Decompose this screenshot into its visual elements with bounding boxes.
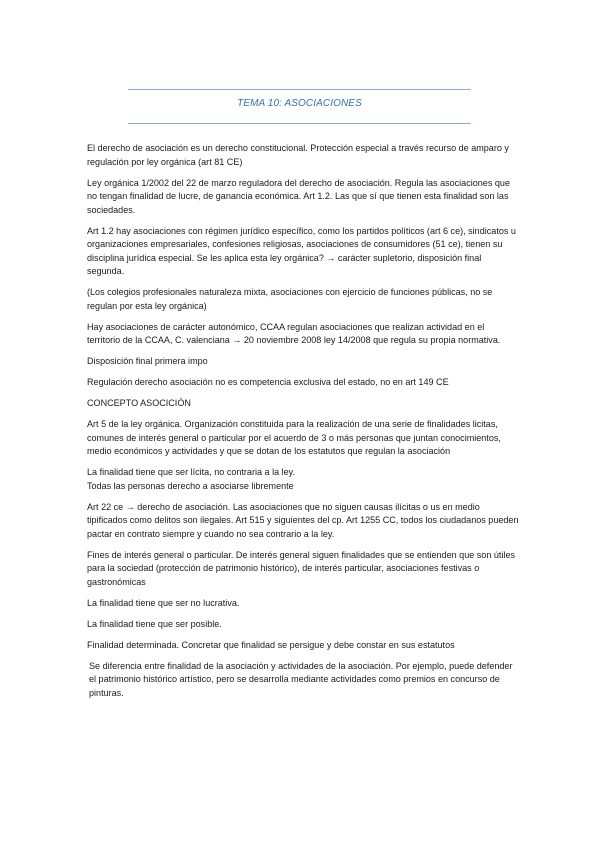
- paragraph: Hay asociaciones de carácter autonómico, CCAA regulan asociaciones que realizan actividad en el territorio de la CCAA, C. valenciana → 20 noviembre 2008 ley 14/2008 que regula su propia normativa.: [87, 321, 501, 345]
- title-bottom-rule: [128, 123, 471, 124]
- paragraph: La finalidad tiene que ser posible.: [87, 618, 222, 629]
- paragraph: Art 5 de la ley orgánica. Organización constituida para la realización de una serie de finalidades licitas, comunes de interés general o particular por el acuerdo de 3 o más personas que juntan conocimientos, medio económicos y actividades y que se dotan de los estatutos que regulan la asociación: [87, 419, 501, 456]
- page-title: TEMA 10: ASOCIACIONES: [237, 98, 362, 109]
- paragraph: Disposición final primera impo: [87, 356, 208, 366]
- title-top-rule: [128, 89, 471, 90]
- paragraph: Finalidad determinada. Concretar que finalidad se persigue y debe constar en sus estatutos: [87, 639, 455, 650]
- document-body: [87, 142, 519, 708]
- paragraph: Ley orgánica 1/2002 del 22 de marzo reguladora del derecho de asociación. Regula las asociaciones que no tengan finalidad de lucre, de ganancia económica. Art 1.2. Las que sí que tienen esta finalidad son las sociedades.: [87, 177, 510, 215]
- paragraph: Se diferencia entre finalidad de la asociación y actividades de la asociación. Por ejemplo, puede defender el patrimonio histórico artístico, pero se desarrolla mediante actividades como premios en concurso de pinturas.: [89, 660, 513, 698]
- paragraph: La finalidad tiene que ser lícita, no contraria a la ley. Todas las personas derecho a asociarse libremente: [87, 467, 296, 491]
- paragraph: Regulación derecho asociación no es competencia exclusiva del estado, no en art 149 CE: [87, 377, 449, 387]
- paragraph: La finalidad tiene que ser no lucrativa.: [87, 597, 240, 608]
- paragraph: Fines de interés general o particular. De interés general siguen finalidades que se entienden que son útiles para la sociedad (protección de patrimonio histórico), de interés particular, asociaciones festivas o gastronómicas: [87, 549, 515, 587]
- paragraph: El derecho de asociación es un derecho constitucional. Protección especial a través recurso de amparo y regulación por ley orgánica (art 81 CE): [87, 143, 509, 167]
- paragraph: (Los colegios profesionales naturaleza mixta, asociaciones con ejercicio de funciones públicas, no se regulan por esta ley orgánica): [87, 287, 493, 311]
- section-heading: CONCEPTO ASOCICIÓN: [87, 398, 191, 408]
- paragraph: Art 1.2 hay asociaciones con régimen jurídico específico, como los partidos políticos (art 6 ce), sindicatos u organizaciones empresariales, confesiones religiosas, asociaciones de consumidores (51 ce), tienen su disciplina jurídica especial. Se les aplica esta ley orgánica? → carácter supletorio, disposición final segunda.: [87, 225, 516, 276]
- paragraph: Art 22 ce → derecho de asociación. Las asociaciones que no siguen causas ilícitas o us en medio tipificados como delitos son ilegales. Art 515 y siguientes del cp. Art 1255 CC, todos los ciudadanos pueden pactar en contrato siempre y cuando no sea contrario a la ley.: [87, 501, 519, 539]
